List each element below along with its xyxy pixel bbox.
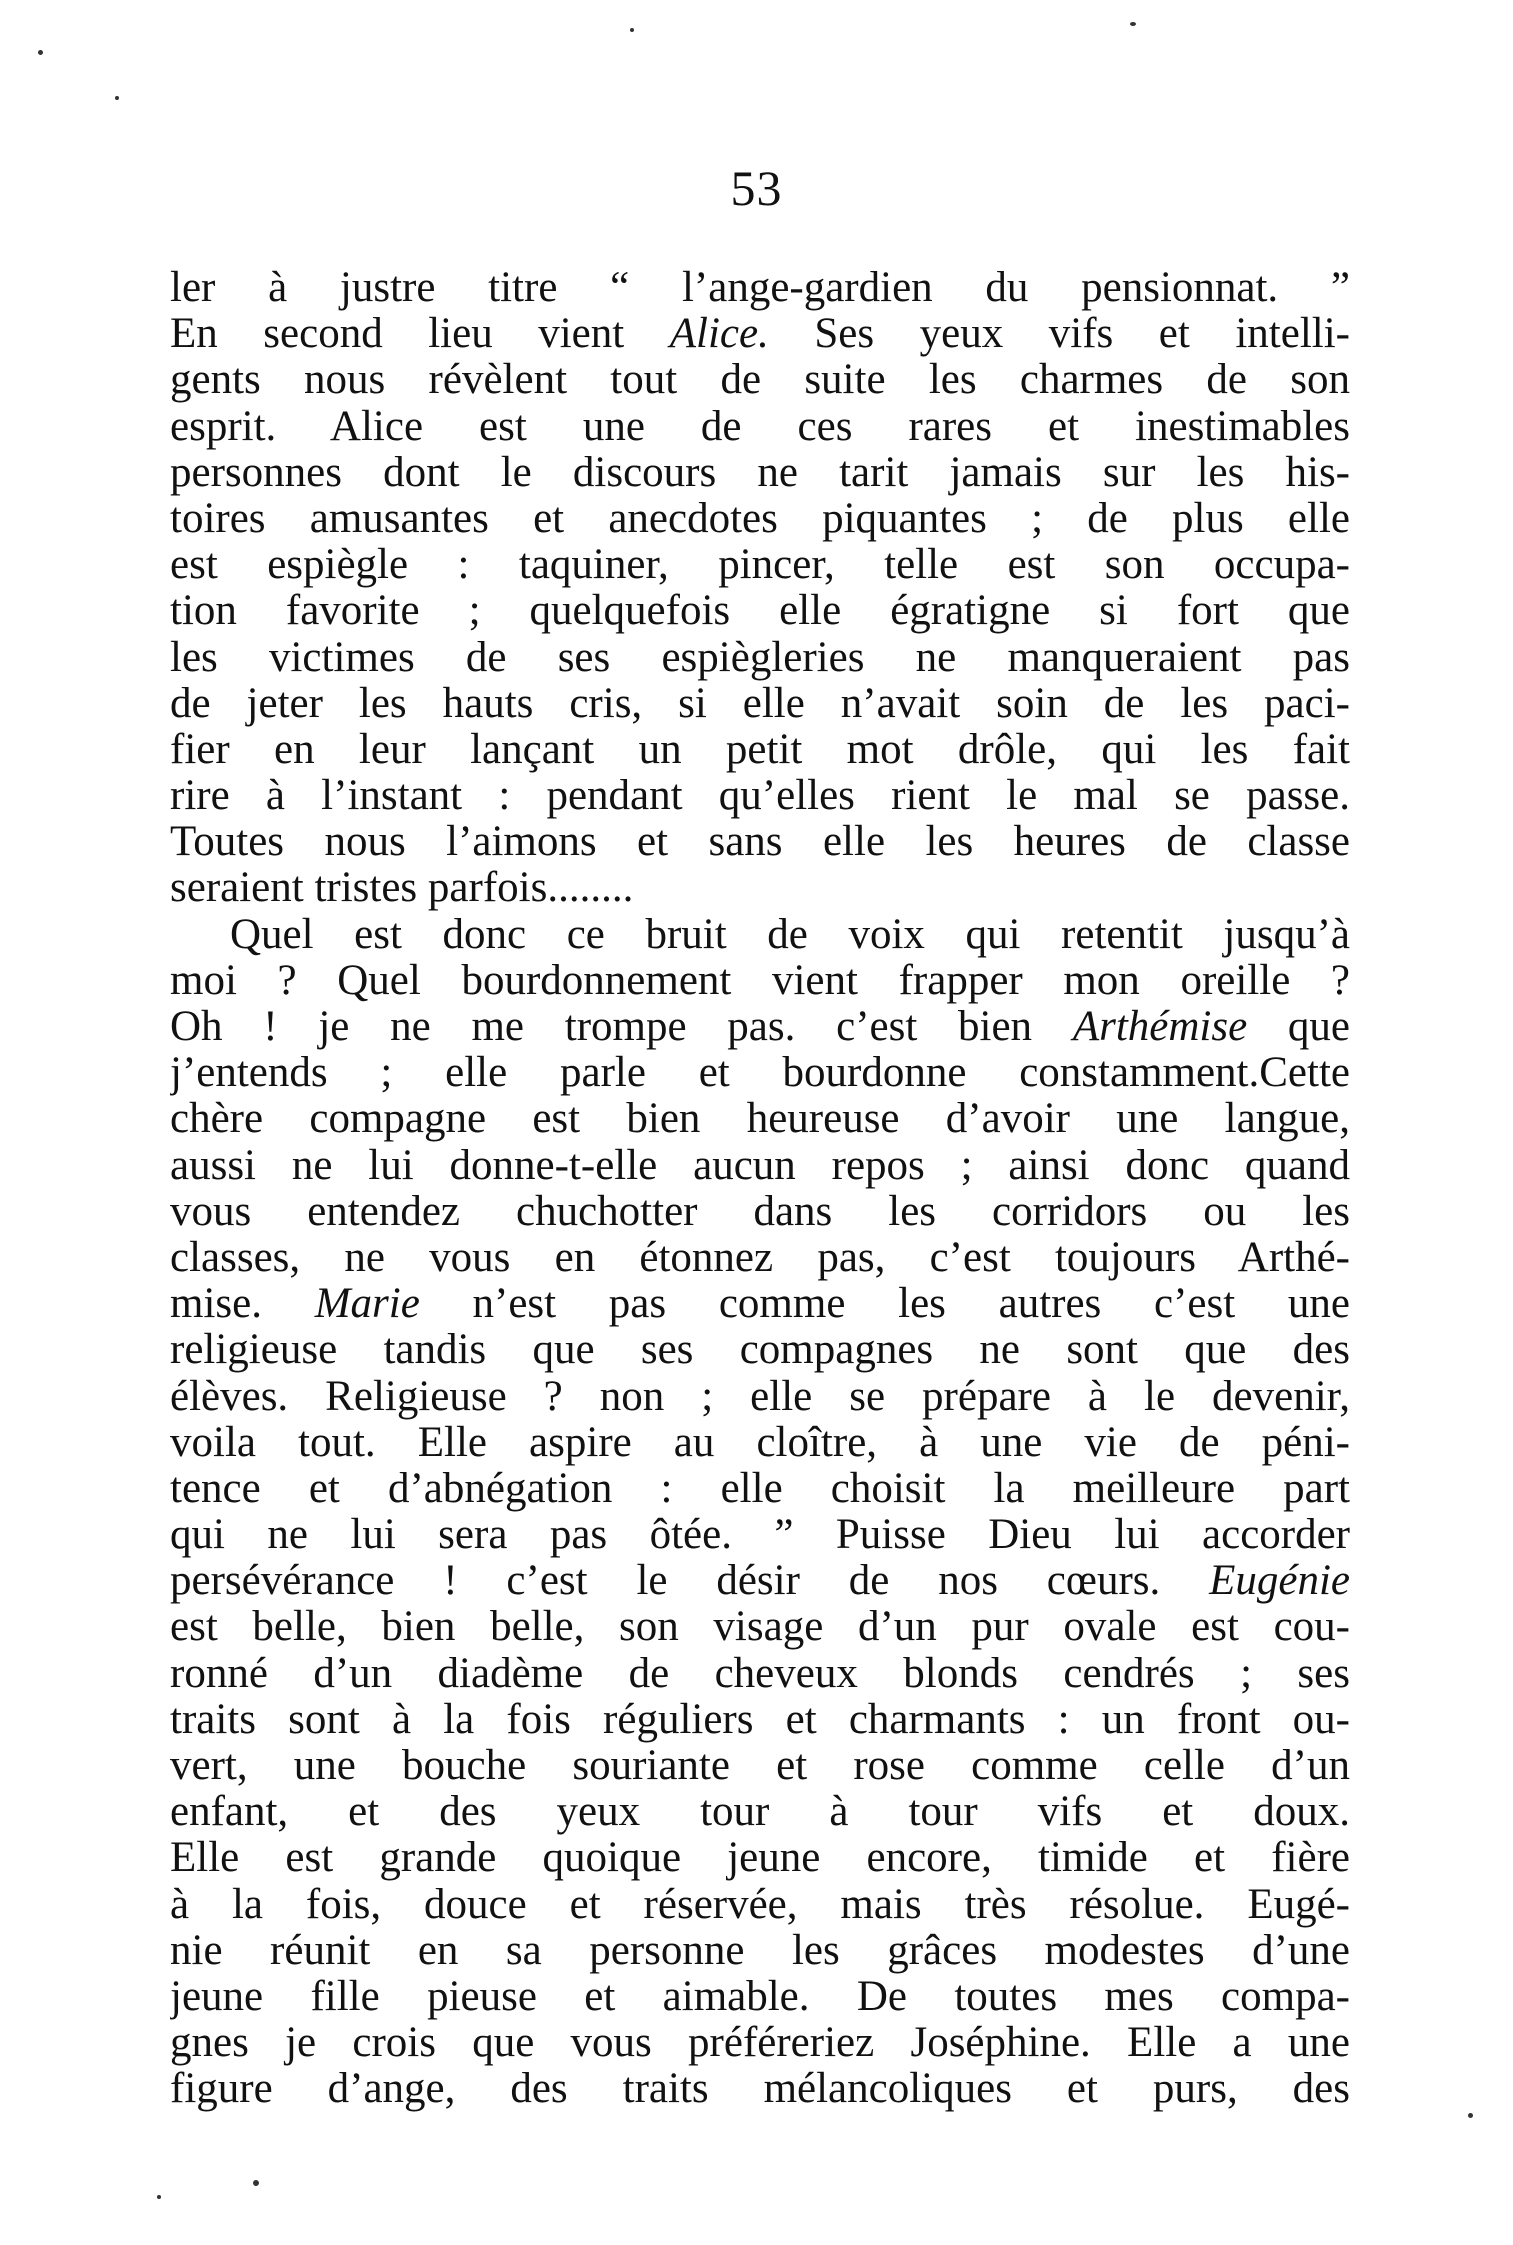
text-line (170, 404, 1350, 450)
text-line (170, 588, 1350, 634)
line-text: Oh ! je ne me trompe pas. c’est bien (170, 1004, 1073, 1050)
text-line (170, 2066, 1350, 2112)
text-line (170, 1882, 1350, 1928)
text-line (170, 1558, 1350, 1604)
line-text: les victimes de ses espiègleries ne manqueraient pas (170, 634, 1350, 681)
line-text: Elle est grande quoique jeune encore, timide et fière (170, 1835, 1350, 1882)
line-text: enfant, et des yeux tour à tour vifs et doux. (170, 1789, 1350, 1836)
line-text: toires amusantes et anecdotes piquantes ; de plus elle (170, 495, 1350, 542)
line-text: figure d’ange, des traits mélancoliques et purs, des (170, 2066, 1350, 2113)
text-line (170, 1466, 1350, 1512)
text-line (170, 1928, 1350, 1974)
line-text: classes, ne vous en étonnez pas, c’est toujours Arthé- (170, 1234, 1350, 1281)
line-text: rire à l’instant : pendant qu’elles rient le mal se passe. (170, 773, 1350, 820)
text-line (170, 912, 1350, 958)
line-text: gnes je crois que vous préféreriez Joséphine. Elle a une (170, 2020, 1350, 2067)
text-line (170, 1281, 1350, 1327)
text-line (170, 496, 1350, 542)
line-text: à la fois, douce et réservée, mais très résolue. Eugé- (170, 1881, 1350, 1928)
text-line (170, 1189, 1350, 1235)
line-text: chère compagne est bien heureuse d’avoir une langue, (170, 1096, 1350, 1143)
text-line (170, 542, 1350, 588)
body-text (170, 265, 1350, 2113)
line-text: j’entends ; elle parle et bourdonne constamment.Cette (170, 1050, 1350, 1097)
line-text: gents nous révèlent tout de suite les charmes de son (170, 357, 1350, 404)
line-text: vert, une bouche souriante et rose comme celle d’un (170, 1743, 1350, 1789)
line-text: tion favorite ; quelquefois elle égratigne si fort que (170, 588, 1350, 635)
text-line (170, 635, 1350, 681)
line-text: de jeter les hauts cris, si elle n’avait soin de les paci- (170, 680, 1350, 727)
italic-name: Marie (314, 1281, 420, 1328)
line-text: est espiègle : taquiner, pincer, telle est son occupa- (170, 542, 1350, 589)
scan-speck (630, 28, 634, 32)
line-text: élèves. Religieuse ? non ; elle se prépare à le devenir, (170, 1373, 1350, 1420)
text-line (170, 1004, 1350, 1050)
text-line (170, 681, 1350, 727)
scan-speck (253, 2180, 259, 2186)
page-number: 53 (730, 160, 783, 216)
line-text: ronné d’un diadème de cheveux blonds cendrés ; ses (170, 1650, 1350, 1697)
scan-speck (1468, 2113, 1473, 2118)
scan-speck (115, 96, 119, 100)
text-line (170, 1327, 1350, 1373)
line-text: Quel est donc ce bruit de voix qui retentit jusqu’à (230, 911, 1350, 958)
text-line (170, 1697, 1350, 1743)
line-text: En second lieu vient (170, 311, 670, 358)
text-line (170, 1512, 1350, 1558)
line-text: nie réunit en sa personne les grâces modestes d’une (170, 1927, 1350, 1974)
text-line (170, 1743, 1350, 1789)
text-line (170, 1604, 1350, 1650)
line-text: traits sont à la fois réguliers et charmants : un front ou- (170, 1696, 1350, 1743)
italic-name: Arthémise (1072, 1004, 1248, 1050)
line-text: fier en leur lançant un petit mot drôle, qui les fait (170, 726, 1350, 773)
text-line (170, 1651, 1350, 1697)
text-line (170, 2020, 1350, 2066)
line-text: seraient tristes parfois........ (170, 865, 634, 912)
italic-name: Eugénie (1209, 1558, 1350, 1605)
line-text: moi ? Quel bourdonnement vient frapper mon oreille ? (170, 957, 1350, 1004)
line-text: vous entendez chuchotter dans les corridors ou les (170, 1188, 1350, 1235)
line-text-after: Ses yeux vifs et intelli- (768, 311, 1350, 358)
text-line (170, 727, 1350, 773)
text-line (170, 1835, 1350, 1881)
line-text: ler à justre titre “ l’ange-gardien du pensionnat. ” (170, 265, 1350, 311)
line-text: qui ne lui sera pas ôtée. ” Puisse Dieu lui accorder (170, 1512, 1350, 1559)
text-line (170, 773, 1350, 819)
line-text: aussi ne lui donne-t-elle aucun repos ; ainsi donc quand (170, 1142, 1350, 1189)
scan-speck (157, 2195, 161, 2199)
text-line (170, 450, 1350, 496)
text-line (170, 1420, 1350, 1466)
scan-speck (1130, 22, 1136, 26)
italic-name: Alice. (669, 311, 769, 358)
line-text: est belle, bien belle, son visage d’un pur ovale est cou- (170, 1604, 1350, 1651)
text-line (170, 1096, 1350, 1142)
text-line (170, 819, 1350, 865)
text-line (170, 865, 1350, 911)
line-text: religieuse tandis que ses compagnes ne sont que des (170, 1327, 1350, 1374)
text-line (170, 1374, 1350, 1420)
line-text: Toutes nous l’aimons et sans elle les heures de classe (170, 819, 1350, 866)
text-line (170, 1789, 1350, 1835)
text-line (170, 1974, 1350, 2020)
text-line (170, 958, 1350, 1004)
line-text: tence et d’abnégation : elle choisit la meilleure part (170, 1465, 1350, 1512)
line-text: persévérance ! c’est le désir de nos cœurs. (170, 1558, 1210, 1605)
line-text: voila tout. Elle aspire au cloître, à une vie de péni- (170, 1419, 1350, 1466)
line-text: jeune fille pieuse et aimable. De toutes mes compa- (170, 1973, 1350, 2020)
text-line (170, 311, 1350, 357)
line-text: mise. (170, 1281, 315, 1328)
line-text: esprit. Alice est une de ces rares et inestimables (170, 403, 1350, 450)
text-line (170, 1143, 1350, 1189)
line-text: personnes dont le discours ne tarit jamais sur les his- (170, 449, 1350, 496)
text-line (170, 1050, 1350, 1096)
text-line (170, 357, 1350, 403)
scan-speck (38, 50, 43, 55)
text-line (170, 265, 1350, 311)
line-text-after: n’est pas comme les autres c’est une (419, 1281, 1350, 1328)
text-line (170, 1235, 1350, 1281)
line-text-after: que (1247, 1004, 1350, 1050)
